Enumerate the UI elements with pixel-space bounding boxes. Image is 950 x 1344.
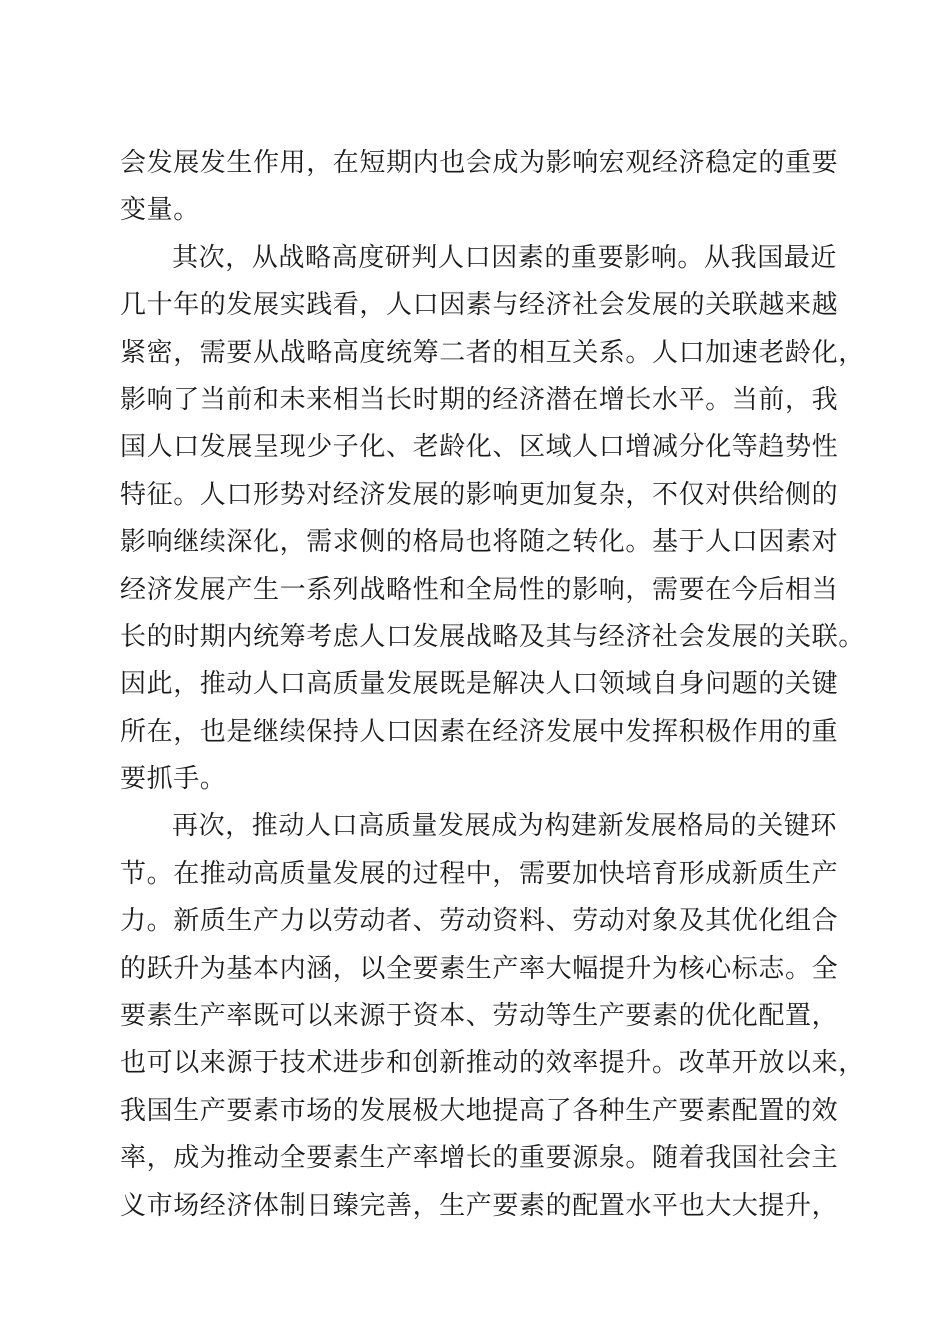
text-line: 也可以来源于技术进步和创新推动的效率提升。改革开放以来， — [120, 1048, 865, 1079]
text-line: 要素生产率既可以来源于资本、劳动等生产要素的优化配置， — [120, 1001, 839, 1032]
text-line: 紧密，需要从战略高度统筹二者的相互关系。人口加速老龄化， — [120, 337, 865, 368]
text-line: 几十年的发展实践看，人口因素与经济社会发展的关联越来越 — [120, 290, 839, 321]
text-line: 义市场经济体制日臻完善，生产要素的配置水平也大大提升， — [120, 1190, 839, 1221]
paragraph-start-line: 再次，推动人口高质量发展成为构建新发展格局的关键环 — [172, 811, 838, 842]
text-line: 变量。 — [120, 195, 200, 226]
text-line: 要抓手。 — [120, 764, 227, 795]
text-line: 所在，也是继续保持人口因素在经济发展中发挥积极作用的重 — [120, 716, 839, 747]
text-line: 因此，推动人口高质量发展既是解决人口领域自身问题的关键 — [120, 669, 839, 700]
text-line: 特征。人口形势对经济发展的影响更加复杂，不仅对供给侧的 — [120, 479, 839, 510]
text-line: 影响继续深化，需求侧的格局也将随之转化。基于人口因素对 — [120, 527, 839, 558]
text-line: 节。在推动高质量发展的过程中，需要加快培育形成新质生产 — [120, 858, 839, 889]
text-line: 率，成为推动全要素生产率增长的重要源泉。随着我国社会主 — [120, 1143, 839, 1174]
paragraph-start-line: 其次，从战略高度研判人口因素的重要影响。从我国最近 — [172, 242, 838, 273]
text-line: 经济发展产生一系列战略性和全局性的影响，需要在今后相当 — [120, 574, 839, 605]
text-line: 长的时期内统筹考虑人口发展战略及其与经济社会发展的关联。 — [120, 621, 865, 652]
body-text — [120, 140, 865, 1230]
text-line: 的跃升为基本内涵，以全要素生产率大幅提升为核心标志。全 — [120, 953, 839, 984]
text-line: 力。新质生产力以劳动者、劳动资料、劳动对象及其优化组合 — [120, 906, 839, 937]
text-line: 我国生产要素市场的发展极大地提高了各种生产要素配置的效 — [120, 1095, 839, 1126]
text-line: 会发展发生作用，在短期内也会成为影响宏观经济稳定的重要 — [120, 148, 839, 178]
text-line: 影响了当前和未来相当长时期的经济潜在增长水平。当前，我 — [120, 384, 839, 415]
text-line: 国人口发展呈现少子化、老龄化、区域人口增减分化等趋势性 — [120, 432, 839, 463]
